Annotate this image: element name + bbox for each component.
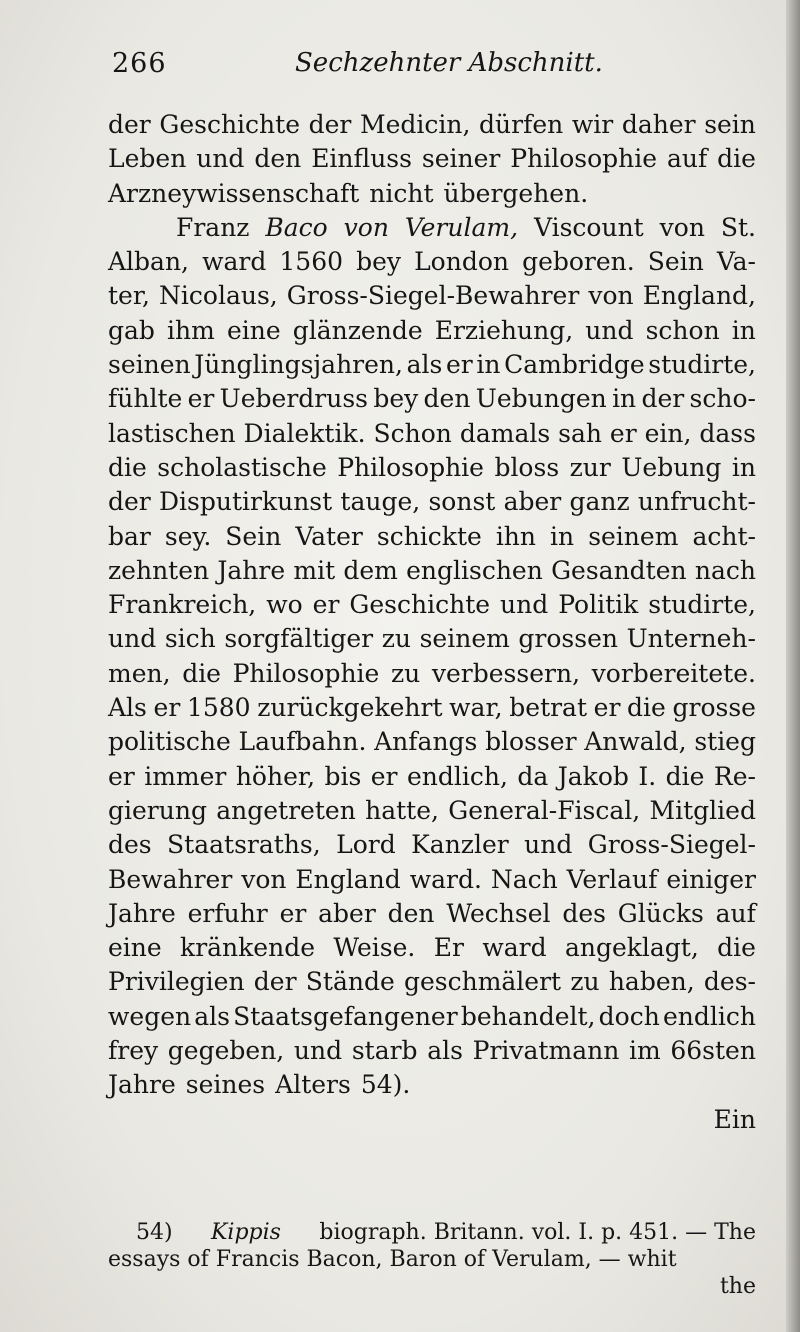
word: Disputirkunst: [158, 487, 333, 517]
word: General-Fiscal,: [448, 795, 641, 825]
word: 1580: [186, 693, 251, 723]
word: tauge,: [340, 487, 421, 517]
catchword: Ein: [713, 1104, 756, 1134]
word: Stände: [305, 967, 395, 997]
word: da: [517, 761, 549, 791]
word: dass: [699, 418, 756, 448]
word: höher,: [235, 761, 316, 791]
text-line: [108, 897, 756, 931]
text-line: [108, 965, 756, 999]
word: Gross-Siegel-: [587, 830, 756, 860]
word: Verulam,: [404, 212, 519, 242]
word: seinem: [588, 521, 679, 551]
word: dürfen: [479, 110, 564, 139]
body-text: [108, 108, 756, 1137]
word: die: [108, 452, 147, 482]
footnote: [108, 1219, 756, 1300]
word: von: [659, 212, 705, 242]
word: stieg: [694, 727, 756, 757]
word: zu: [390, 658, 421, 688]
footnote-line: [108, 1273, 756, 1300]
word: angetreten: [216, 795, 356, 825]
word: Philosophie: [337, 452, 484, 482]
word: betrat: [509, 693, 588, 723]
word: unfrucht-: [637, 487, 756, 517]
word: doch: [598, 1001, 660, 1031]
word: sonst: [428, 487, 496, 517]
word: schickte: [376, 521, 482, 551]
word: Einfluss: [311, 144, 412, 174]
text-line: [108, 691, 756, 725]
word: er: [279, 898, 307, 928]
word: der: [108, 110, 151, 139]
word: Jahre: [217, 555, 286, 585]
word: Anfangs: [374, 727, 478, 757]
word: die: [182, 658, 221, 688]
word: wo: [266, 590, 303, 620]
word: er: [446, 350, 473, 380]
text-line: [108, 760, 756, 794]
word: Arzneywissenschaft: [108, 178, 360, 208]
word: Unterneh-: [626, 624, 756, 654]
text-line: [108, 417, 756, 451]
word: Weise.: [333, 933, 416, 963]
word: damals: [459, 418, 551, 448]
word: Leben: [108, 144, 187, 174]
running-head: Sechzehnter Abschnitt.: [295, 48, 603, 78]
word: men,: [108, 658, 171, 688]
word: ter,: [108, 281, 150, 311]
footnote-text: essays of Francis Bacon, Baron of Verulam, — whit: [108, 1247, 677, 1272]
word: Politik: [558, 590, 639, 620]
word: auf: [666, 144, 708, 174]
word: Nicolaus,: [159, 281, 278, 311]
word: von: [343, 212, 389, 242]
word: der: [641, 384, 685, 414]
word: als: [427, 1036, 463, 1066]
word: Alters: [275, 1070, 351, 1100]
word: ein,: [644, 418, 692, 448]
word: einiger: [666, 864, 756, 894]
text-line: [108, 314, 756, 348]
word: England: [295, 864, 401, 894]
footnote-author: Kippis: [211, 1220, 281, 1245]
word: ward: [202, 247, 267, 277]
word: und: [108, 624, 157, 654]
footnote-marker: 54): [136, 1220, 173, 1245]
word: die: [627, 693, 666, 723]
footnote-citation: biograph. Britann. vol. I. p. 451. — The: [319, 1220, 756, 1245]
word: in: [550, 521, 575, 551]
word: des: [108, 830, 152, 860]
word: sorgfältiger: [224, 624, 374, 654]
word: Philosophie: [510, 144, 658, 174]
word: grossen: [518, 624, 618, 654]
word: Vater: [295, 521, 363, 551]
text-line: [108, 794, 756, 828]
word: Er: [433, 933, 464, 963]
text-line: [108, 108, 756, 142]
word: Als: [108, 693, 147, 723]
word: bey: [373, 384, 419, 414]
word: verbessern,: [431, 658, 581, 688]
text-line: [108, 142, 756, 176]
word: in: [731, 315, 756, 345]
word: St.: [720, 212, 756, 242]
word: er: [312, 590, 340, 620]
word: die: [717, 144, 756, 174]
word: und: [293, 1036, 343, 1066]
word: ihn: [495, 521, 537, 551]
word: Laufbahn.: [238, 727, 367, 757]
word: Franz: [176, 212, 250, 242]
word: und: [500, 590, 549, 620]
word: sein: [704, 110, 756, 139]
word: in: [731, 452, 756, 482]
word: 54).: [360, 1070, 411, 1100]
word: Wechsel: [446, 898, 551, 928]
word: Staatsraths,: [167, 830, 321, 860]
word: studirte,: [648, 590, 756, 620]
text-line: [108, 725, 756, 759]
word: Erziehung,: [434, 315, 574, 345]
word: auf: [715, 898, 756, 928]
word: bloss: [494, 452, 560, 482]
word: Jünglingsjahren,: [194, 350, 403, 380]
word: haben,: [608, 967, 695, 997]
word: Jahre: [108, 1070, 176, 1100]
word: Va-: [716, 247, 756, 277]
word: 66sten: [670, 1036, 756, 1066]
text-line: [108, 1068, 756, 1102]
footnote-text: the: [719, 1274, 756, 1299]
word: Lord: [336, 830, 396, 860]
text-line: [108, 863, 756, 897]
text-line: [108, 348, 756, 382]
word: ward: [482, 933, 547, 963]
word: scholastische: [157, 452, 327, 482]
footnote-line: [108, 1246, 756, 1273]
word: vorbereitete.: [591, 658, 756, 688]
word: nach: [694, 555, 756, 585]
word: den: [423, 384, 471, 414]
word: geschmälert: [403, 967, 562, 997]
word: der: [308, 110, 352, 139]
word: eine: [108, 933, 162, 963]
word: und: [196, 144, 245, 174]
word: ihm: [167, 315, 215, 345]
word: sah: [558, 418, 602, 448]
word: scho-: [689, 384, 756, 414]
text-line: [108, 382, 756, 416]
word: zu: [570, 967, 600, 997]
word: Baco: [265, 212, 328, 242]
text-line: [108, 622, 756, 656]
word: dem: [343, 555, 398, 585]
word: Gesandten: [551, 555, 687, 585]
word: geboren.: [522, 247, 635, 277]
text-line: [108, 451, 756, 485]
word: glänzende: [292, 315, 423, 345]
word: schon: [645, 315, 720, 345]
word: Uebung: [621, 452, 722, 482]
word: er: [108, 761, 135, 791]
page-number: 266: [112, 48, 167, 79]
word: Geschichte: [349, 590, 491, 620]
word: von: [241, 864, 287, 894]
footnote-line: [108, 1219, 756, 1246]
text-line: [108, 485, 756, 519]
word: Geschichte: [159, 110, 300, 139]
word: erfuhr: [187, 898, 268, 928]
word: Sein: [225, 521, 282, 551]
word: den: [387, 898, 435, 928]
word: er: [593, 693, 621, 723]
word: Uebungen: [475, 384, 607, 414]
word: gab: [108, 315, 155, 345]
word: zurückgekehrt: [257, 693, 443, 723]
word: übergehen.: [443, 178, 589, 208]
word: bey: [356, 247, 402, 277]
word: Bewahrer: [108, 864, 233, 894]
word: politische: [108, 727, 231, 757]
word: er: [370, 761, 398, 791]
word: in: [476, 350, 501, 380]
word: bis: [324, 761, 362, 791]
word: seiner: [421, 144, 501, 174]
word: der: [253, 967, 297, 997]
word: Philosophie: [232, 658, 380, 688]
word: Nach: [490, 864, 558, 894]
word: Privatmann: [472, 1036, 620, 1066]
word: der: [108, 487, 151, 517]
word: war,: [449, 693, 503, 723]
text-line: [108, 931, 756, 965]
text-line: [108, 177, 756, 211]
word: gierung: [108, 795, 207, 825]
text-line: [108, 1034, 756, 1068]
word: immer: [144, 761, 227, 791]
word: eine: [226, 315, 281, 345]
text-line: [108, 657, 756, 691]
word: gegeben,: [167, 1036, 285, 1066]
word: seinem: [419, 624, 510, 654]
text-line: [108, 588, 756, 622]
word: blosser: [485, 727, 577, 757]
word: Glücks: [617, 898, 704, 928]
word: zehnten: [108, 555, 210, 585]
word: er: [187, 384, 215, 414]
word: Re-: [713, 761, 756, 791]
word: Cambridge: [504, 350, 645, 380]
text-line: [108, 211, 756, 245]
word: von: [588, 281, 634, 311]
word: fühlte: [108, 384, 183, 414]
word: Gross-Siegel-Bewahrer: [286, 281, 580, 311]
word: bar: [108, 521, 151, 551]
word: den: [254, 144, 302, 174]
word: und: [524, 830, 573, 860]
word: endlich: [662, 1001, 756, 1031]
text-line: [108, 554, 756, 588]
word: sey.: [164, 521, 212, 551]
word: zur: [569, 452, 611, 482]
word: Medicin,: [359, 110, 471, 139]
page-header: [110, 48, 670, 88]
text-line: [108, 520, 756, 554]
word: Sein: [647, 247, 704, 277]
word: behandelt,: [460, 1001, 596, 1031]
word: und: [585, 315, 634, 345]
word: Kanzler: [411, 830, 509, 860]
word: 1560: [279, 247, 344, 277]
word: endlich,: [406, 761, 508, 791]
word: ganz: [569, 487, 630, 517]
word: aber: [318, 898, 376, 928]
word: grosse: [672, 693, 756, 723]
word: studirte,: [648, 350, 756, 380]
word: seines: [185, 1070, 266, 1100]
word: die: [717, 933, 756, 963]
word: Dialektik.: [243, 418, 366, 448]
word: Privilegien: [108, 967, 245, 997]
word: acht-: [692, 521, 756, 551]
word: Ueberdruss: [219, 384, 368, 414]
text-line: [108, 828, 756, 862]
word: aber: [503, 487, 562, 517]
word: hatte,: [365, 795, 439, 825]
text-line: [108, 1000, 756, 1034]
word: London: [414, 247, 509, 277]
text-line: [108, 279, 756, 313]
word: daher: [621, 110, 696, 139]
word: Frankreich,: [108, 590, 257, 620]
word: Staatsgefangener: [233, 1001, 458, 1031]
word: Jahre: [108, 898, 176, 928]
word: England,: [642, 281, 756, 311]
word: er: [153, 693, 181, 723]
word: Alban,: [108, 247, 190, 277]
word: englischen: [406, 555, 543, 585]
word: Viscount: [533, 212, 644, 242]
word: des: [562, 898, 606, 928]
word: nicht: [369, 178, 434, 208]
word: im: [628, 1036, 661, 1066]
word: die: [665, 761, 705, 791]
word: wir: [571, 110, 614, 139]
word: kränkende: [180, 933, 315, 963]
word: angeklagt,: [564, 933, 699, 963]
word: Schon: [373, 418, 452, 448]
word: I.: [638, 761, 657, 791]
word: sich: [164, 624, 216, 654]
page-edge-shadow: [786, 0, 800, 1332]
word: seinen: [108, 350, 191, 380]
word: als: [406, 350, 443, 380]
text-line: [108, 245, 756, 279]
word: Jakob: [557, 761, 629, 791]
word: starb: [351, 1036, 418, 1066]
word: als: [194, 1001, 230, 1031]
word: wegen: [108, 1001, 192, 1031]
word: Anwald,: [584, 727, 687, 757]
word: frey: [108, 1036, 159, 1066]
word: Mitglied: [649, 795, 756, 825]
word: er: [609, 418, 637, 448]
word: in: [612, 384, 637, 414]
word: mit: [293, 555, 336, 585]
word: des-: [703, 967, 756, 997]
word: zu: [381, 624, 411, 654]
word: Verlauf: [566, 864, 658, 894]
word: lastischen: [108, 418, 236, 448]
word: ward.: [409, 864, 482, 894]
